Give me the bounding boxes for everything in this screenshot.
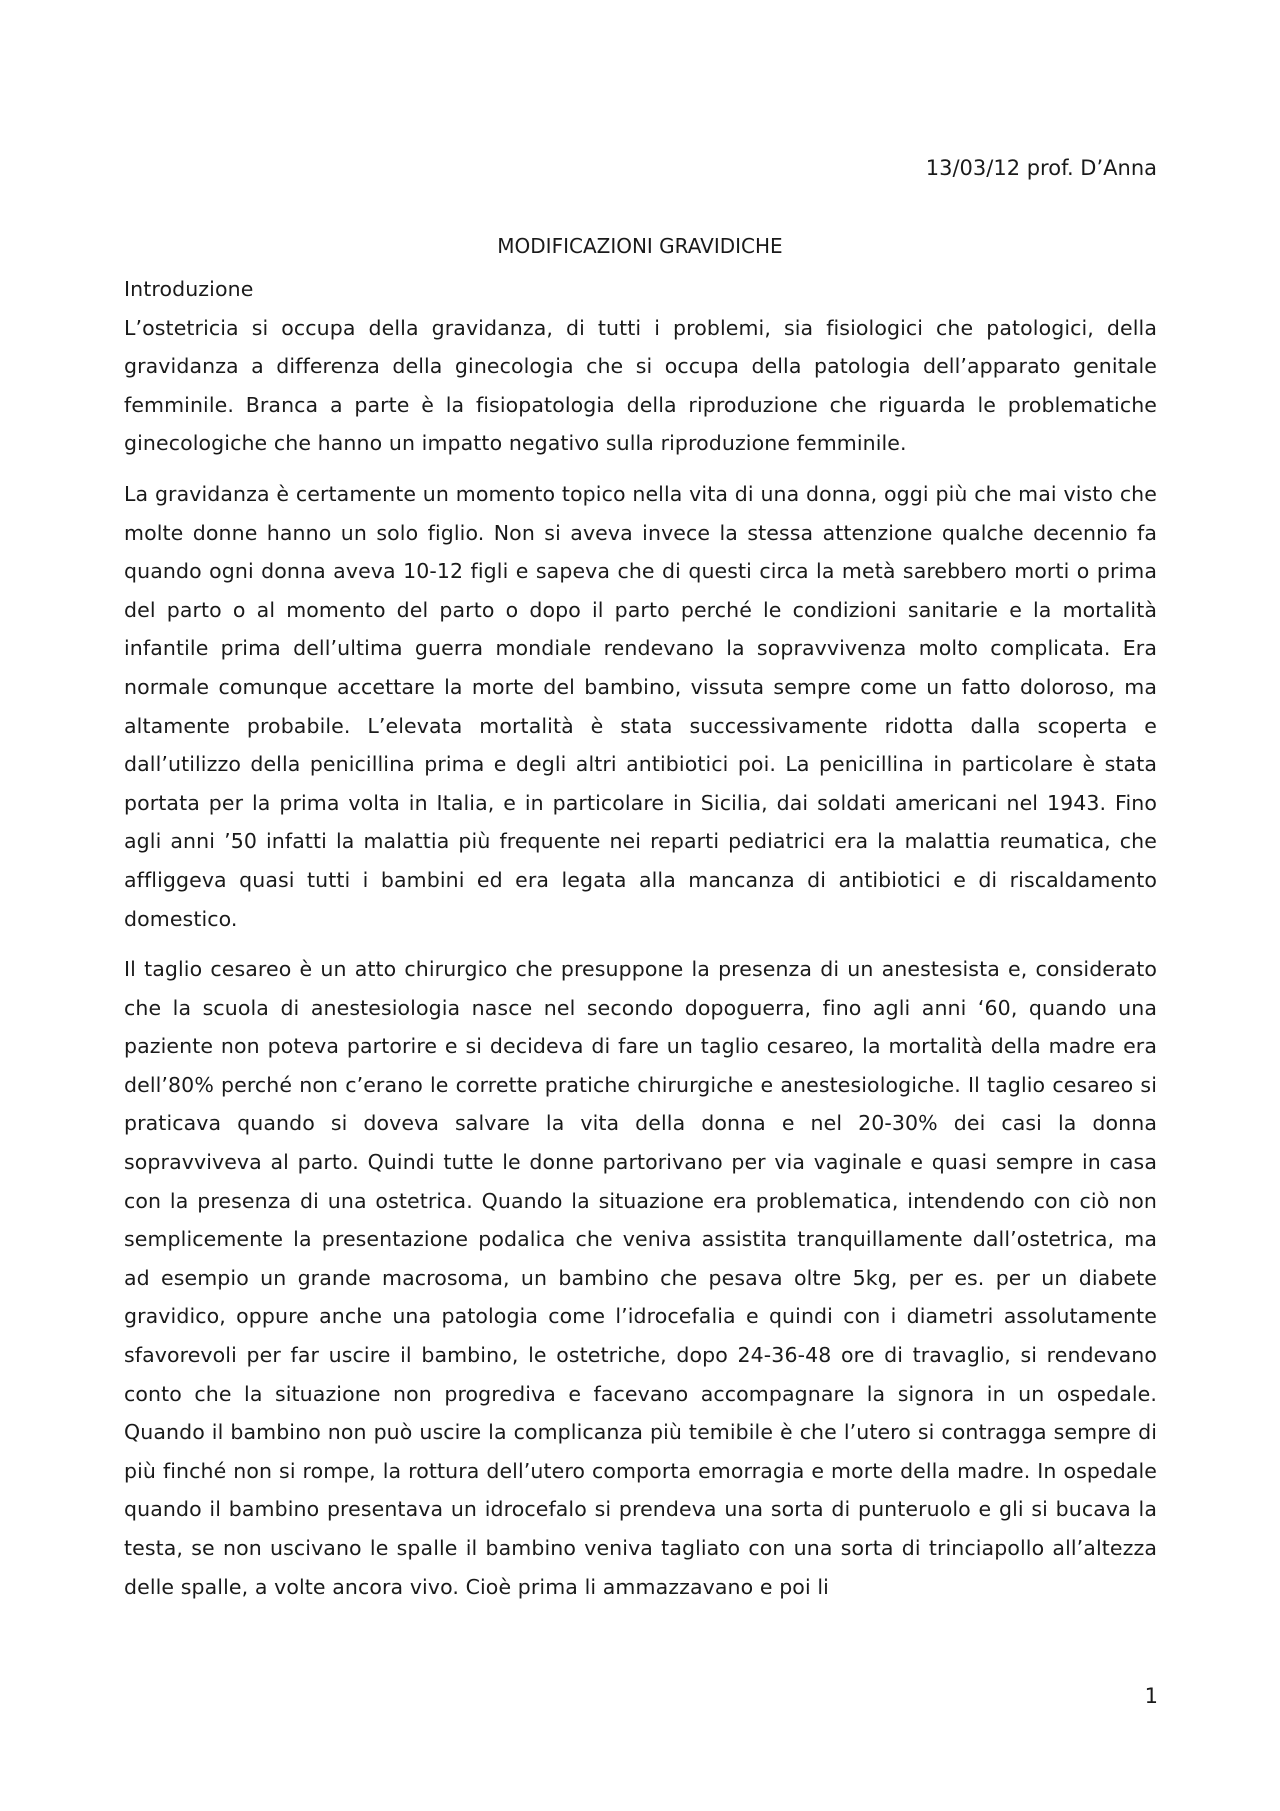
paragraph-ostetricia: L’ostetricia si occupa della gravidanza, di tutti i problemi, sia fisiologici che patologici, della gravidanza a differenza della ginecologia che si occupa della patologia dell’apparato genitale femminile. Branca a parte è la fisiopatologia della riproduzione che riguarda le problematiche ginecologiche che hanno un impatto negativo sulla riproduzione femminile. — [124, 315, 1157, 456]
document-title: MODIFICAZIONI GRAVIDICHE — [497, 234, 783, 258]
paragraph-taglio-cesareo: Il taglio cesareo è un atto chirurgico che presuppone la presenza di un anestesista e, considerato che la scuola di anestesiologia nasce nel secondo dopoguerra, fino agli anni ‘60, quando una paziente non poteva partorire e si decideva di fare un taglio cesareo, la mortalità della madre era dell’80% perché non c’erano le corrette pratiche chirurgiche e anestesiologiche. Il taglio cesareo si praticava quando si doveva salvare la vita della donna e nel 20-30% dei casi la donna sopravviveva al parto. Quindi tutte le donne partorivano per via vaginale e quasi sempre in casa con la presenza di una ostetrica. Quando la situazione era problematica, intendendo con ciò non semplicemente la presentazione podalica che veniva assistita tranquillamente dall’ostetrica, ma ad esempio un grande macrosoma, un bambino che pesava oltre 5kg, per es. per un diabete gravidico, oppure anche una patologia come l’idrocefalia e quindi con i diametri assolutamente sfavorevoli per far uscire il bambino, le ostetriche, dopo 24-36-48 ore di travaglio, si rendevano conto che la situazione non progrediva e facevano accompagnare la signora in un ospedale. Quando il bambino non può uscire la complicanza più temibile è che l’utero si contragga sempre di più finché non si rompe, la rottura dell’utero comporta emorragia e morte della madre. In ospedale quando il bambino presentava un idrocefalo si prendeva una sorta di punteruolo e gli si bucava la testa, se non uscivano le spalle il bambino veniva tagliato con una sorta di trinciapollo all’altezza delle spalle, a volte ancora vivo. Cioè prima li ammazzavano e poi li — [124, 957, 1157, 1599]
page-number: 1 — [1144, 1684, 1158, 1708]
paragraph-gravidanza: La gravidanza è certamente un momento topico nella vita di una donna, oggi più che mai visto che molte donne hanno un solo figlio. Non si aveva invece la stessa attenzione qualche decennio fa quando ogni donna aveva 10-12 figli e sapeva che di questi circa la metà sarebbero morti o prima del parto o al momento del parto o dopo il parto perché le condizioni sanitarie e la mortalità infantile prima dell’ultima guerra mondiale rendevano la sopravvivenza molto complicata. Era normale comunque accettare la morte del bambino, vissuta sempre come un fatto doloroso, ma altamente probabile. L’elevata mortalità è stata successivamente ridotta dalla scoperta e dall’utilizzo della penicillina prima e degli altri antibiotici poi. La penicillina in particolare è stata portata per la prima volta in Italia, e in particolare in Sicilia, dai soldati americani nel 1943. Fino agli anni ’50 infatti la malattia più frequente nei reparti pediatrici era la malattia reumatica, che affliggeva quasi tutti i bambini ed era legata alla mancanza di antibiotici e di riscaldamento domestico. — [124, 481, 1157, 931]
header-date-author: 13/03/12 prof. D’Anna — [925, 156, 1157, 180]
section-heading-introduzione: Introduzione — [124, 277, 254, 301]
document-body — [124, 270, 1157, 1618]
